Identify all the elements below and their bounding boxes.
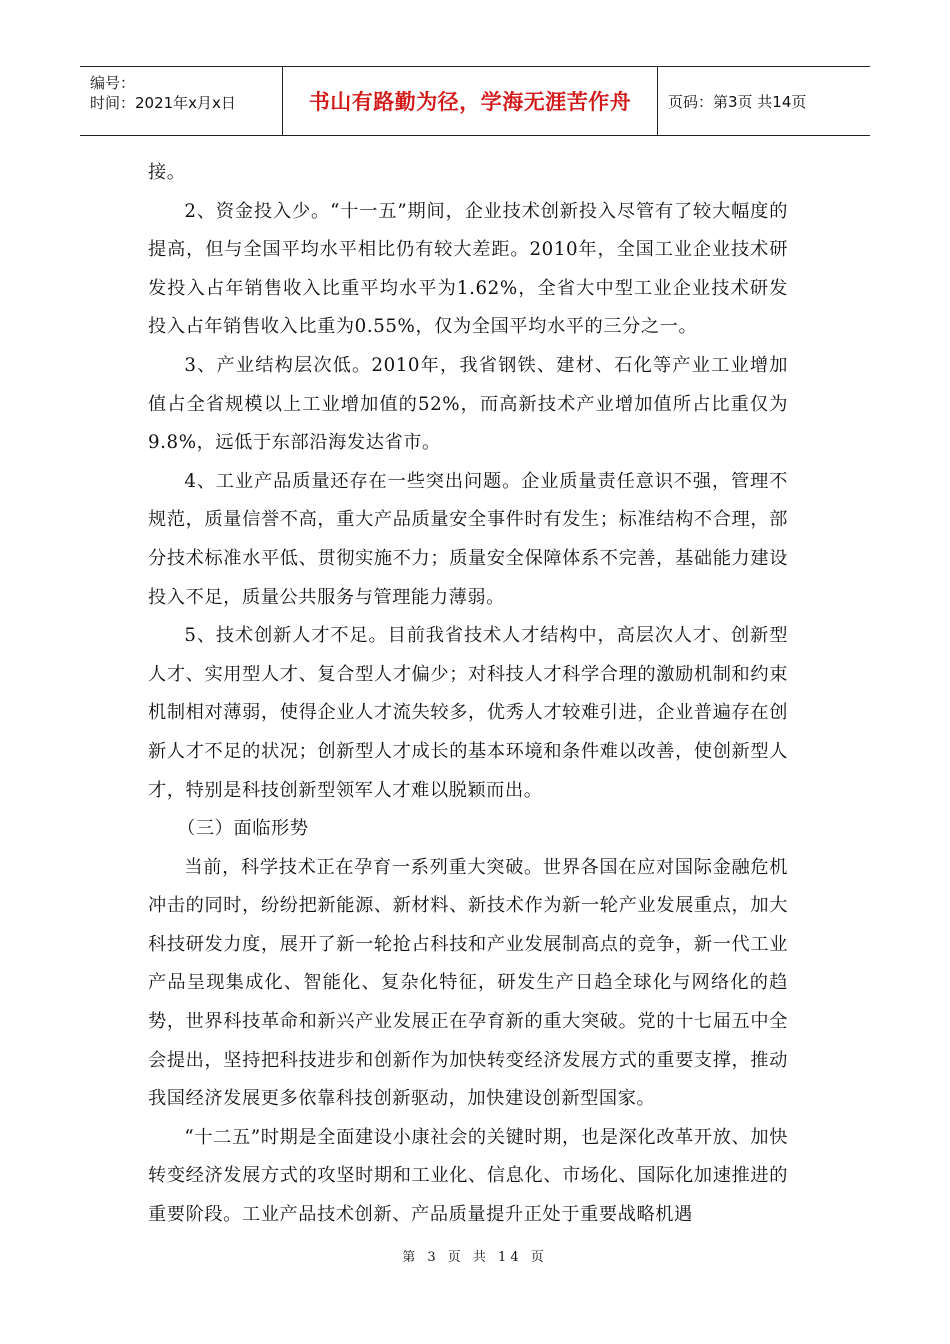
document-number-label: 编号：: [90, 74, 136, 92]
section-heading: （三）面临形势: [177, 818, 309, 840]
header-motto: 书山有路勤为径，学海无涯苦作舟: [283, 67, 658, 135]
paragraph-situation: 当前，科学技术正在孕育一系列重大突破。世界各国在应对国际金融危机冲击的同时，纷纷把新能源、新材料、新技术作为新一轮产业发展重点，加大科技研发力度，展开了新一轮抢占科技和产业发展制高点的竞争，新一代工业产品呈现集成化、智能化、复杂化特征，研发生产日趋全球化与网络化的趋势，世界科技革命和新兴产业发展正在孕育新的重大突破。党的十七届五中全会提出，坚持把科技进步和创新作为加快转变经济发展方式的重要支撑，推动我国经济发展更多依靠科技创新驱动，加快建设创新型国家。: [148, 856, 788, 1110]
paragraph-industry-structure: 3、产业结构层次低。2010年，我省钢铁、建材、石化等产业工业增加值占全省规模以上工业增加值的52%，而高新技术产业增加值所占比重仅为9.8%，远低于东部沿海发达省市。: [148, 354, 788, 454]
header-table: [80, 66, 870, 136]
paragraph-funding: 2、资金投入少。“十一五”期间，企业技术创新投入尽管有了较大幅度的提高，但与全国平均水平相比仍有较大差距。2010年，全国工业企业技术研发投入占年销售收入比重平均水平为1.62%，全省大中型工业企业技术研发投入占年销售收入比重为0.55%，仅为全国平均水平的三分之一。: [148, 200, 788, 338]
page-footer: 第 3 页 共 14 页: [402, 1250, 548, 1265]
paragraph-talent: 5、技术创新人才不足。目前我省技术人才结构中，高层次人才、创新型人才、实用型人才、复合型人才偏少；对科技人才科学合理的激励机制和约束机制相对薄弱，使得企业人才流失较多，优秀人才较难引进，企业普遍存在创新人才不足的状况；创新型人才成长的基本环境和条件难以改善，使创新型人才，特别是科技创新型领军人才难以脱颖而出。: [148, 625, 788, 801]
document-body: [148, 154, 788, 1235]
header-left-cell: [80, 67, 283, 135]
header-page-info: 页码：第3页 共14页: [668, 92, 807, 111]
document-date: 时间：2021年x月x日: [90, 94, 236, 112]
paragraph-product-quality: 4、工业产品质量还存在一些突出问题。企业质量责任意识不强，管理不规范，质量信誉不高，重大产品质量安全事件时有发生；标准结构不合理，部分技术标准水平低、贯彻实施不力；质量安全保障体系不完善，基础能力建设投入不足，质量公共服务与管理能力薄弱。: [148, 470, 788, 608]
paragraph-twelfth-five-year: “十二五”时期是全面建设小康社会的关键时期，也是深化改革开放、加快转变经济发展方式的攻坚时期和工业化、信息化、市场化、国际化加速推进的重要阶段。工业产品技术创新、产品质量提升正处于重要战略机遇: [148, 1126, 788, 1226]
paragraph-continuation: 接。: [148, 162, 186, 183]
